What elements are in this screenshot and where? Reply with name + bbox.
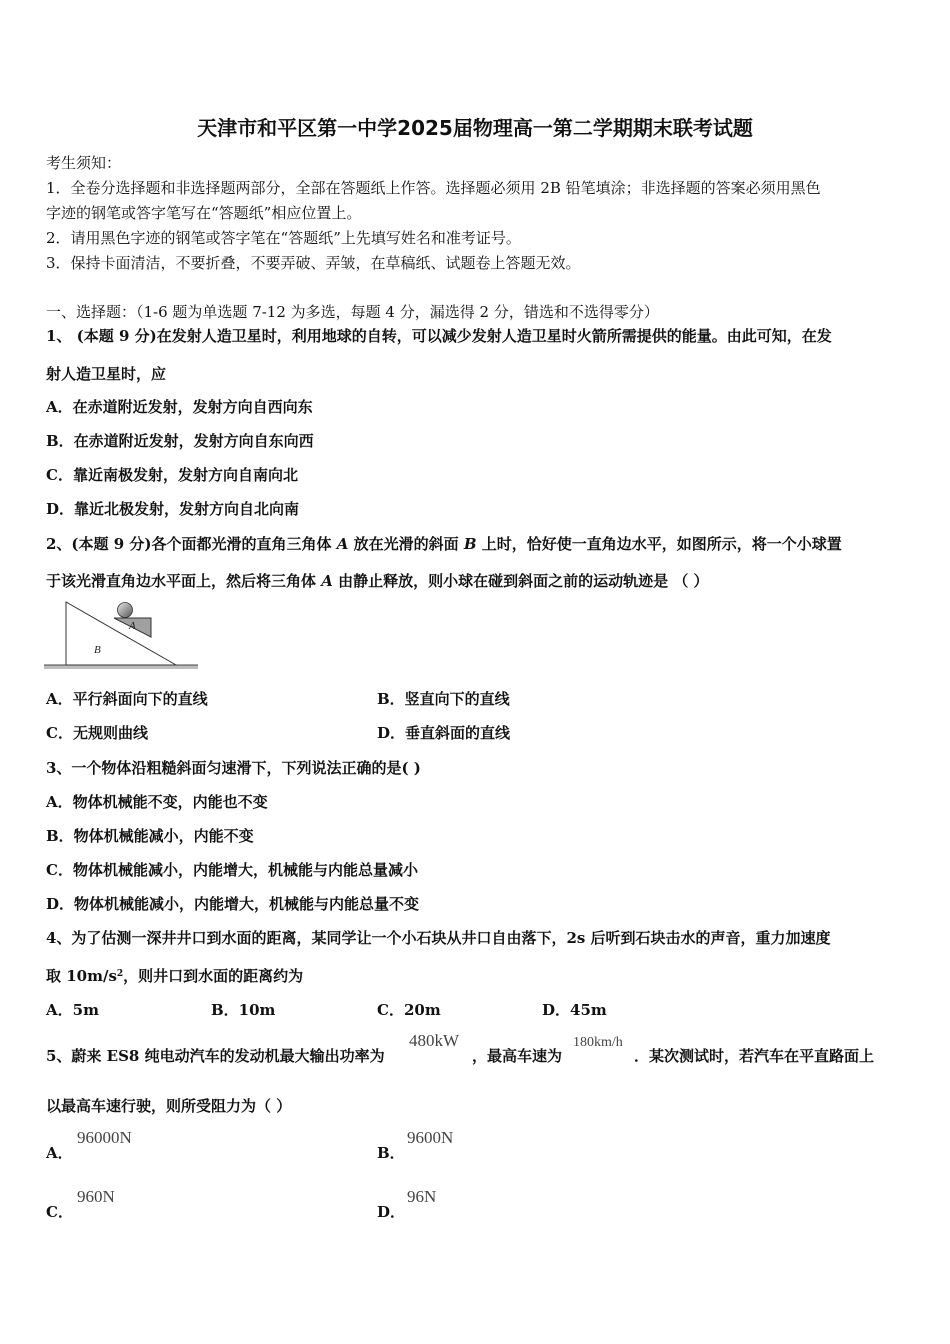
notice-heading: 考生须知： bbox=[46, 154, 122, 172]
notice-item-2: 2．请用黑色字迹的钢笔或答字笔在“答题纸”上先填写姓名和准考证号。 bbox=[46, 229, 521, 247]
page-title: 天津市和平区第一中学2025届物理高一第二学期期末联考试题 bbox=[197, 116, 753, 140]
q2-option-d: D．垂直斜面的直线 bbox=[377, 724, 511, 742]
ground-surface bbox=[44, 665, 198, 669]
q2-var-b: B bbox=[463, 535, 477, 553]
q2-text: 2、(本题 9 分)各个面都光滑的直角三角体 bbox=[46, 535, 337, 553]
q3-option-b: B．物体机械能减小，内能不变 bbox=[46, 827, 254, 845]
notice-item-1-line-2: 字迹的钢笔或答字笔写在“答题纸”相应位置上。 bbox=[46, 204, 362, 222]
q1-option-d: D．靠近北极发射，发射方向自北向南 bbox=[46, 500, 300, 518]
q1-option-a: A．在赤道附近发射，发射方向自西向东 bbox=[46, 398, 313, 416]
figure-label-b: B bbox=[94, 644, 101, 656]
q4-option-b: B．10m bbox=[211, 1001, 276, 1019]
q2-option-c: C．无规则曲线 bbox=[46, 724, 148, 742]
q5-power-formula: 480kW bbox=[409, 1031, 460, 1050]
q3-stem: 3、一个物体沿粗糙斜面匀速滑下，下列说法正确的是( ) bbox=[46, 759, 421, 777]
q2-text: 放在光滑的斜面 bbox=[348, 535, 464, 553]
q5-option-d-label: D． bbox=[377, 1203, 406, 1221]
q4-superscript: 2 bbox=[116, 969, 124, 979]
q2-text: 于该光滑直角边水平面上，然后将三角体 bbox=[46, 572, 322, 590]
q1-option-c: C．靠近南极发射，发射方向自南向北 bbox=[46, 466, 298, 484]
q5-stem-part-3: ．某次测试时，若汽车在平直路面上 bbox=[634, 1047, 875, 1065]
q4-option-d: D．45m bbox=[542, 1001, 607, 1019]
q1-stem-line-1: 1、 (本题 9 分)在发射人造卫星时，利用地球的自转，可以减少发射人造卫星时火箭所需提供的能量。由此可知，在发 bbox=[46, 327, 832, 345]
q2-text: 上时，恰好使一直角边水平，如图所示，将一个小球置 bbox=[476, 535, 842, 553]
ball-shape bbox=[118, 603, 133, 618]
q5-stem-line-2: 以最高车速行驶，则所受阻力为（ ） bbox=[46, 1097, 292, 1115]
q5-stem-part-1: 5、蔚来 ES8 纯电动汽车的发动机最大输出功率为 bbox=[46, 1047, 385, 1065]
q5-option-a-label: A． bbox=[46, 1144, 73, 1162]
q1-option-b: B．在赤道附近发射，发射方向自东向西 bbox=[46, 432, 314, 450]
q5-option-c-value: 960N bbox=[77, 1187, 115, 1206]
q5-option-d-value: 96N bbox=[407, 1187, 437, 1206]
q5-option-b-label: B． bbox=[377, 1144, 405, 1162]
q4-stem-line-2 bbox=[46, 967, 303, 985]
q2-var-a: A bbox=[321, 572, 333, 590]
q5-speed-formula: 180km/h bbox=[573, 1035, 623, 1050]
q3-option-a: A．物体机械能不变，内能也不变 bbox=[46, 793, 268, 811]
q1-stem-line-2: 射人造卫星时，应 bbox=[46, 365, 167, 383]
q4-stem-line-1: 4、为了估测一深井井口到水面的距离，某同学让一个小石块从井口自由落下，2s 后听到石块击水的声音，重力加速度 bbox=[46, 929, 831, 947]
q3-option-c: C．物体机械能减小，内能增大，机械能与内能总量减小 bbox=[46, 861, 418, 879]
q5-option-b-value: 9600N bbox=[407, 1128, 454, 1147]
q2-option-a: A．平行斜面向下的直线 bbox=[46, 690, 208, 708]
figure-label-a: A bbox=[129, 620, 136, 632]
q5-stem-part-2: ，最高车速为 bbox=[472, 1047, 563, 1065]
q3-option-d: D．物体机械能减小，内能增大，机械能与内能总量不变 bbox=[46, 895, 420, 913]
section-heading: 一、选择题：（1-6 题为单选题 7-12 为多选，每题 4 分，漏选得 2 分，错选和不选得零分） bbox=[46, 303, 659, 321]
q2-option-b: B．竖直向下的直线 bbox=[377, 690, 510, 708]
q4-text: ，则井口到水面的距离约为 bbox=[123, 967, 304, 985]
q4-option-c: C．20m bbox=[377, 1001, 441, 1019]
q5-option-c-label: C． bbox=[46, 1203, 73, 1221]
notice-item-3: 3．保持卡面清洁，不要折叠，不要弄破、弄皱，在草稿纸、试题卷上答题无效。 bbox=[46, 254, 581, 272]
q2-stem-line-2 bbox=[46, 572, 709, 590]
q4-option-a: A．5m bbox=[46, 1001, 99, 1019]
q2-text: 由静止释放，则小球在碰到斜面之前的运动轨迹是 （ ） bbox=[332, 572, 709, 590]
q2-figure bbox=[44, 598, 200, 674]
q2-stem-line-1 bbox=[46, 535, 842, 553]
notice-item-1-line-1: 1．全卷分选择题和非选择题两部分，全部在答题纸上作答。选择题必须用 2B 铅笔填涂；非选择题的答案必须用黑色 bbox=[46, 179, 821, 197]
q2-var-a: A bbox=[336, 535, 349, 553]
q4-text: 取 10m/s bbox=[46, 967, 117, 985]
q5-option-a-value: 96000N bbox=[77, 1128, 132, 1147]
